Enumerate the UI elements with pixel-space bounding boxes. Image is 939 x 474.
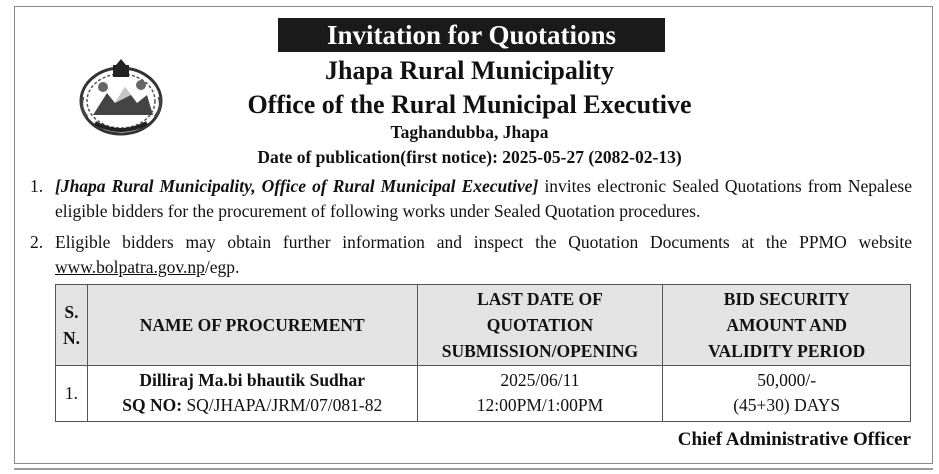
bid-amount: 50,000/- [757, 370, 817, 390]
header-sn: S. N. [56, 285, 88, 366]
ppmo-website-link[interactable]: www.bolpatra.gov.np [55, 257, 205, 277]
point-number: 1. [30, 176, 44, 196]
procurement-table [55, 284, 911, 422]
point-text: Eligible bidders may obtain further information and inspect the Quotation Documents at the PPMO website [55, 232, 912, 252]
bottom-rule [14, 468, 933, 470]
point-text: invites electronic Sealed Quotations from Nepalese eligible bidders for the procurement of following works under Sealed Quotation procedures. [55, 176, 912, 221]
point-1 [30, 174, 912, 224]
office-name: Office of the Rural Municipal Executive [247, 90, 692, 119]
submission-date: 2025/06/11 [500, 370, 580, 390]
link-suffix: /egp. [204, 257, 240, 277]
procurement-title: Dilliraj Ma.bi bhautik Sudhar [139, 370, 366, 390]
municipality-name: Jhapa Rural Municipality [325, 56, 614, 85]
office-location: Taghandubba, Jhapa [390, 122, 549, 142]
issuer-emphasis: [Jhapa Rural Municipality, Office of Rural Municipal Executive] [55, 176, 539, 196]
point-number: 2. [30, 232, 44, 252]
cell-sn: 1. [56, 366, 88, 422]
header-procurement-name: NAME OF PROCUREMENT [87, 285, 417, 366]
cell-procurement-name [87, 366, 417, 422]
signatory-title: Chief Administrative Officer [677, 429, 911, 450]
table-header-row [56, 285, 911, 366]
header-bid-security: BID SECURITY AMOUNT AND VALIDITY PERIOD [663, 285, 911, 366]
publication-date: Date of publication(first notice): 2025-05-27 (2082-02-13) [257, 147, 682, 167]
point-2 [30, 230, 912, 280]
cell-bid-security [663, 366, 911, 422]
submission-time: 12:00PM/1:00PM [476, 395, 604, 415]
header-last-date: LAST DATE OF QUOTATION SUBMISSION/OPENING [417, 285, 663, 366]
notice-banner: Invitation for Quotations [278, 18, 665, 52]
validity-period: (45+30) DAYS [733, 395, 841, 415]
cell-last-date [417, 366, 663, 422]
sq-number: SQ NO: SQ/JHAPA/JRM/07/081-82 [122, 395, 383, 415]
table-row [56, 366, 911, 422]
